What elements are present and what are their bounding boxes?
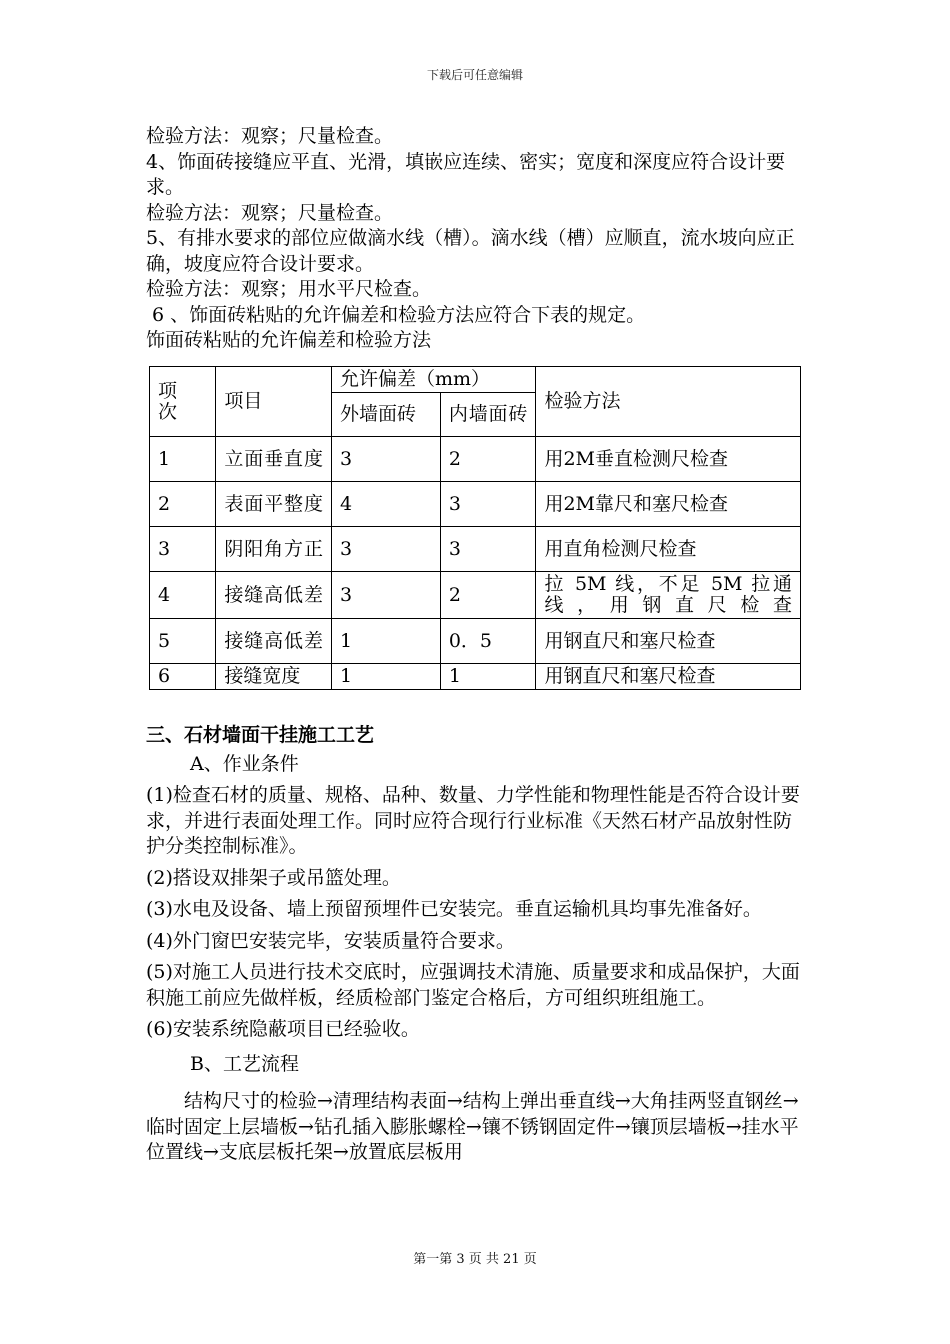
cell-no: 1 [150, 437, 216, 482]
condition-item: (5)对施工人员进行技术交底时，应强调技术清施、质量要求和成品保护，大面积施工前应先做样板，经质检部门鉴定合格后，方可组织班组施工。 [146, 961, 800, 1009]
table-row [150, 572, 801, 619]
header-method: 检验方法 [536, 367, 801, 437]
process-flow: 结构尺寸的检验→清理结构表面→结构上弹出垂直线→大角挂两竖直钢丝→临时固定上层墙板→钻孔插入膨胀螺栓→镶不锈钢固定件→镶顶层墙板→挂水平位置线→支底层板托架→放置底层板用 [146, 1090, 799, 1163]
cell-no: 6 [150, 664, 216, 690]
paragraph: 5、有排水要求的部位应做滴水线（槽）。滴水线（槽）应顺直，流水坡向应正确，坡度应符合设计要求。 [146, 227, 795, 275]
table-row [150, 437, 801, 482]
cell-item: 接缝宽度 [216, 664, 332, 690]
cell-ext: 1 [331, 664, 440, 690]
condition-item: (1)检查石材的质量、规格、品种、数量、力学性能和物理性能是否符合设计要求，并进行表面处理工作。同时应符合现行行业标准《天然石材产品放射性防护分类控制标准》。 [146, 784, 800, 857]
header-item: 项目 [216, 367, 332, 437]
cell-no: 5 [150, 619, 216, 664]
cell-ext: 3 [331, 527, 440, 572]
header-exterior: 外墙面砖 [331, 393, 440, 437]
table-row [150, 527, 801, 572]
cell-method: 用钢直尺和塞尺检查 [536, 619, 801, 664]
cell-no: 4 [150, 572, 216, 619]
subsection-title: A、作业条件 [184, 752, 299, 775]
cell-item: 表面平整度 [216, 482, 332, 527]
cell-item: 阴阳角方正 [216, 527, 332, 572]
cell-item: 接缝高低差 [216, 572, 332, 619]
page-footer: 第一第 3 页 共 21 页 [413, 1252, 537, 1267]
cell-ext: 3 [331, 437, 440, 482]
table-row [150, 619, 801, 664]
header-no: 项次 [150, 367, 216, 437]
cell-int: 1 [440, 664, 536, 690]
paragraph: 检验方法：观察；用水平尺检查。 [146, 278, 432, 300]
page-header: 下载后可任意编辑 [426, 68, 523, 82]
cell-no: 3 [150, 527, 216, 572]
table-row [150, 664, 801, 690]
section-body [146, 723, 806, 1166]
cell-int: 0．5 [440, 619, 536, 664]
condition-item: (3)水电及设备、墙上预留预埋件已安装完。垂直运输机具均事先准备好。 [146, 898, 762, 920]
cell-item: 接缝高低差 [216, 619, 332, 664]
cell-ext: 1 [331, 619, 440, 664]
paragraph: 检验方法：观察；尺量检查。 [146, 201, 394, 224]
cell-ext: 4 [331, 482, 440, 527]
cell-method: 用2M垂直检测尺检查 [536, 437, 801, 482]
deviation-table [149, 366, 801, 690]
paragraph: 6 、饰面砖粘贴的允许偏差和检验方法应符合下表的规定。 [146, 303, 646, 326]
condition-item: (6)安装系统隐蔽项目已经验收。 [146, 1018, 420, 1040]
cell-int: 3 [440, 482, 536, 527]
header-deviation: 允许偏差（mm） [331, 367, 535, 393]
cell-method: 拉 5M 线，不足 5M 拉通线，用钢直尺检查 [536, 572, 801, 619]
section-title: 三、石材墙面干挂施工工艺 [146, 724, 375, 746]
cell-int: 2 [440, 572, 536, 619]
subsection-title: B、工艺流程 [184, 1052, 300, 1075]
cell-item: 立面垂直度 [216, 437, 332, 482]
cell-method: 用2M靠尺和塞尺检查 [536, 482, 801, 527]
cell-method: 用直角检测尺检查 [536, 527, 801, 572]
condition-item: (2)搭设双排架子或吊篮处理。 [146, 866, 401, 889]
condition-item: (4)外门窗巴安装完毕，安装质量符合要求。 [146, 929, 515, 952]
cell-ext: 3 [331, 572, 440, 619]
cell-no: 2 [150, 482, 216, 527]
cell-int: 2 [440, 437, 536, 482]
table-row [150, 482, 801, 527]
cell-int: 3 [440, 527, 536, 572]
paragraph: 4、饰面砖接缝应平直、光滑，填嵌应连续、密实；宽度和深度应符合设计要求。 [146, 150, 786, 198]
table-caption: 饰面砖粘贴的允许偏差和检验方法 [146, 329, 432, 351]
document-body [146, 124, 806, 354]
paragraph: 检验方法：观察；尺量检查。 [146, 125, 394, 147]
cell-method: 用钢直尺和塞尺检查 [536, 664, 801, 690]
header-interior: 内墙面砖 [440, 393, 536, 437]
